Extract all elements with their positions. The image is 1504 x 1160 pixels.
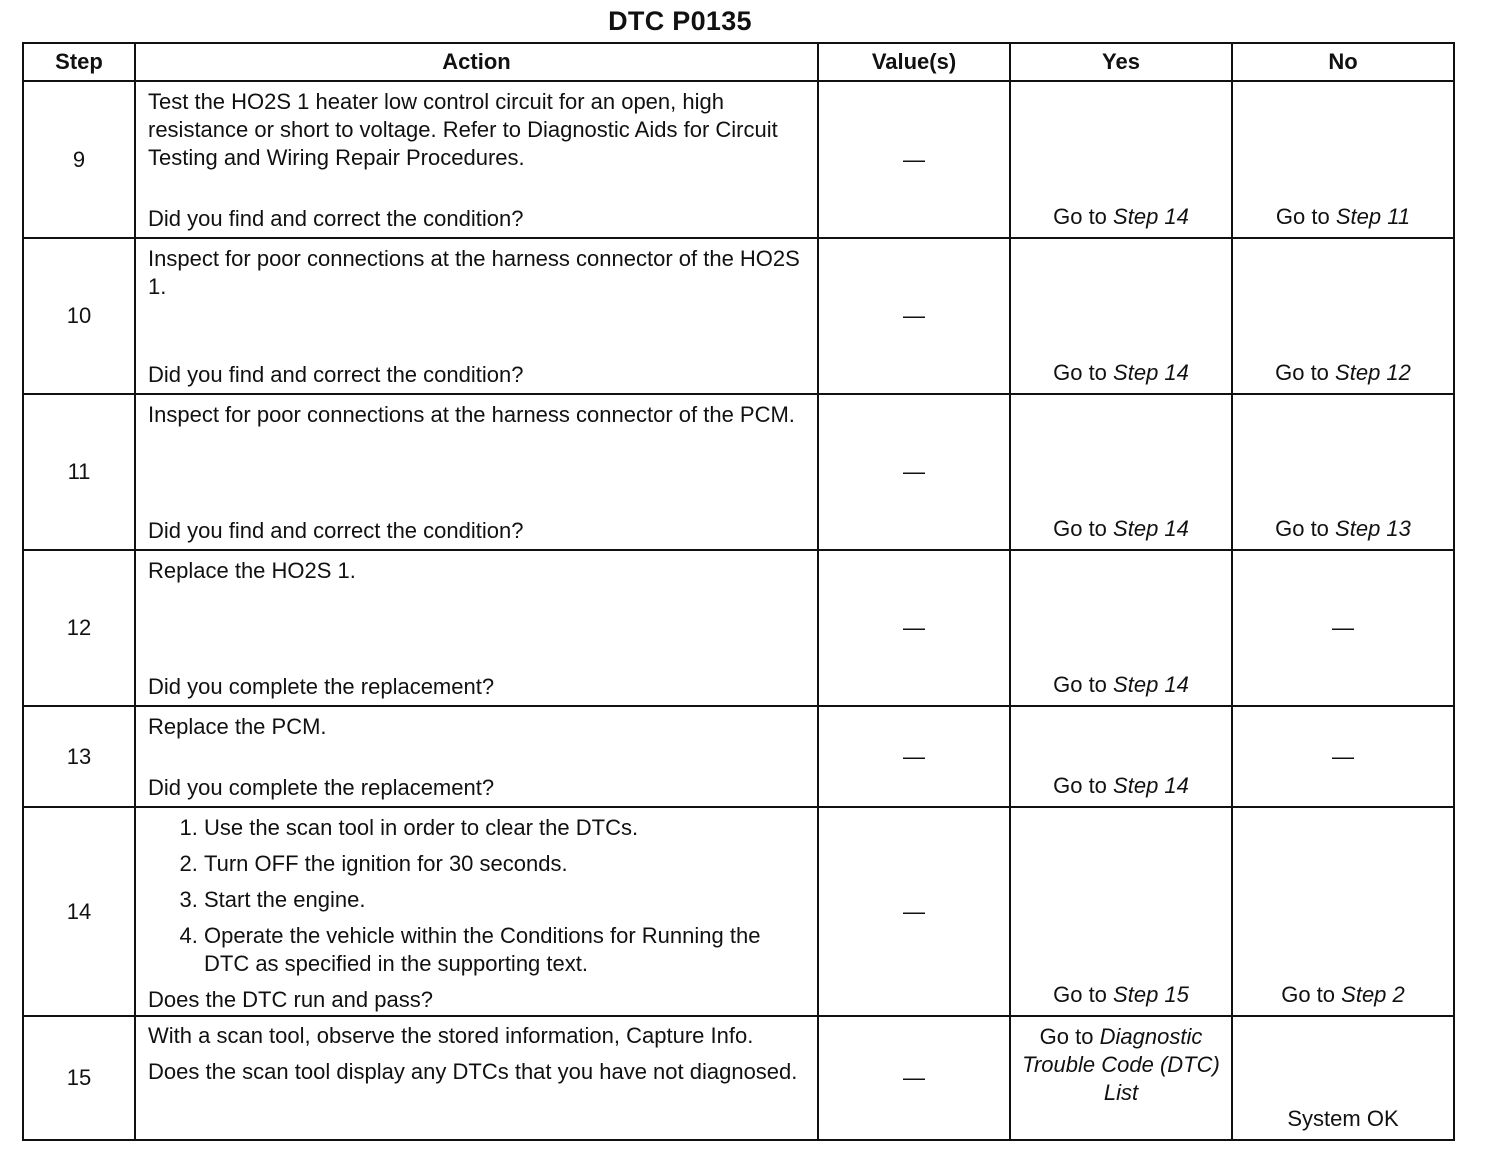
yes-cell: [1010, 394, 1232, 550]
header-action: Action: [135, 43, 818, 81]
action-cell: [135, 706, 818, 807]
step-number: 10: [23, 238, 135, 394]
action-question: Did you complete the replacement?: [148, 674, 495, 699]
table-row: [23, 238, 1454, 394]
no-cell: [1232, 81, 1454, 238]
action-question: Did you find and correct the condition?: [148, 518, 524, 543]
step-number: 9: [23, 81, 135, 238]
yes-cell: [1010, 706, 1232, 807]
value-cell: [818, 807, 1010, 1016]
go-to-label: Go to: [1275, 516, 1329, 541]
table-row: [23, 807, 1454, 1016]
go-to-label: Go to: [1275, 204, 1330, 229]
action-cell: [135, 1016, 818, 1140]
go-to-label: Go to: [1053, 360, 1107, 385]
go-to-label: Go to: [1275, 360, 1329, 385]
action-text: Inspect for poor connections at the harness connector of the HO2S 1.: [148, 246, 800, 299]
yes-step-ref: Step 14: [1113, 204, 1189, 229]
substep-list: [148, 814, 809, 986]
action-cell: [135, 550, 818, 706]
substep-item: 3. Start the engine.: [204, 886, 809, 914]
no-step-ref: Step 2: [1341, 982, 1405, 1007]
step-number: 14: [23, 807, 135, 1016]
step-number: 11: [23, 394, 135, 550]
yes-step-ref: Step 14: [1113, 773, 1189, 798]
yes-step-ref: Diagnostic Trouble Code (DTC) List: [1022, 1024, 1220, 1105]
action-cell: [135, 81, 818, 238]
value-dash: —: [903, 303, 925, 328]
substep-item: 2. Turn OFF the ignition for 30 seconds.: [204, 850, 809, 878]
diagnostic-table: [22, 42, 1455, 1141]
value-cell: [818, 394, 1010, 550]
value-dash: —: [903, 615, 925, 640]
go-to-label: Go to: [1281, 982, 1336, 1007]
value-dash: —: [903, 743, 925, 769]
action-question: Does the DTC run and pass?: [148, 987, 433, 1012]
no-cell: [1232, 807, 1454, 1016]
no-cell: [1232, 238, 1454, 394]
table-header-row: [23, 43, 1454, 81]
header-values: Value(s): [818, 43, 1010, 81]
yes-step-ref: Step 15: [1113, 982, 1189, 1007]
yes-step-ref: Step 14: [1113, 360, 1189, 385]
go-to-label: Go to: [1039, 1024, 1094, 1049]
action-text: Inspect for poor connections at the harness connector of the PCM.: [148, 402, 795, 427]
value-cell: [818, 238, 1010, 394]
yes-cell: [1010, 1016, 1232, 1140]
value-cell: [818, 550, 1010, 706]
yes-step-ref: Step 14: [1113, 516, 1189, 541]
go-to-label: Go to: [1053, 773, 1107, 798]
no-step-ref: Step 12: [1335, 360, 1411, 385]
go-to-label: Go to: [1053, 204, 1107, 229]
no-step-ref: Step 11: [1335, 204, 1411, 229]
table-row: [23, 81, 1454, 238]
table-row: [23, 394, 1454, 550]
value-dash: —: [903, 898, 925, 924]
step-number: 15: [23, 1016, 135, 1140]
substep-item: 1. Use the scan tool in order to clear the DTCs.: [204, 814, 809, 842]
action-question: Did you find and correct the condition?: [148, 362, 524, 387]
value-cell: [818, 81, 1010, 238]
value-cell: [818, 1016, 1010, 1140]
yes-cell: [1010, 81, 1232, 238]
value-dash: —: [903, 1065, 925, 1090]
yes-cell: [1010, 238, 1232, 394]
no-dash: —: [1332, 615, 1354, 640]
no-result-text: System OK: [1287, 1106, 1399, 1131]
yes-cell: [1010, 807, 1232, 1016]
substep-item: 4. Operate the vehicle within the Conditions for Running the DTC as specified in the supporting text.: [204, 922, 809, 978]
action-question: Did you find and correct the condition?: [148, 206, 524, 231]
go-to-label: Go to: [1053, 516, 1107, 541]
go-to-label: Go to: [1053, 982, 1107, 1007]
action-text: With a scan tool, observe the stored information, Capture Info.: [148, 1023, 754, 1048]
action-text: Test the HO2S 1 heater low control circuit for an open, high resistance or short to voltage. Refer to Diagnostic Aids for Circuit Testing and Wiring Repair Procedures.: [148, 89, 778, 170]
value-dash: —: [903, 146, 925, 172]
table-row: [23, 550, 1454, 706]
no-cell: [1232, 550, 1454, 706]
no-cell: [1232, 1016, 1454, 1140]
value-cell: [818, 706, 1010, 807]
action-cell: [135, 238, 818, 394]
no-step-ref: Step 13: [1335, 516, 1411, 541]
page-title: DTC P0135: [608, 6, 752, 36]
no-cell: [1232, 394, 1454, 550]
yes-step-ref: Step 14: [1113, 672, 1189, 697]
yes-cell: [1010, 550, 1232, 706]
action-question: Does the scan tool display any DTCs that you have not diagnosed.: [148, 1059, 798, 1084]
action-text: Replace the HO2S 1.: [148, 558, 356, 583]
header-step: Step: [23, 43, 135, 81]
action-cell: [135, 394, 818, 550]
value-dash: —: [903, 459, 925, 484]
step-number: 13: [23, 706, 135, 807]
table-row: [23, 1016, 1454, 1140]
action-cell: [135, 807, 818, 1016]
header-no: No: [1232, 43, 1454, 81]
no-cell: [1232, 706, 1454, 807]
table-row: [23, 706, 1454, 807]
header-yes: Yes: [1010, 43, 1232, 81]
step-number: 12: [23, 550, 135, 706]
action-text: Replace the PCM.: [148, 714, 327, 739]
no-dash: —: [1332, 743, 1354, 769]
action-question: Did you complete the replacement?: [148, 775, 495, 800]
go-to-label: Go to: [1053, 672, 1107, 697]
